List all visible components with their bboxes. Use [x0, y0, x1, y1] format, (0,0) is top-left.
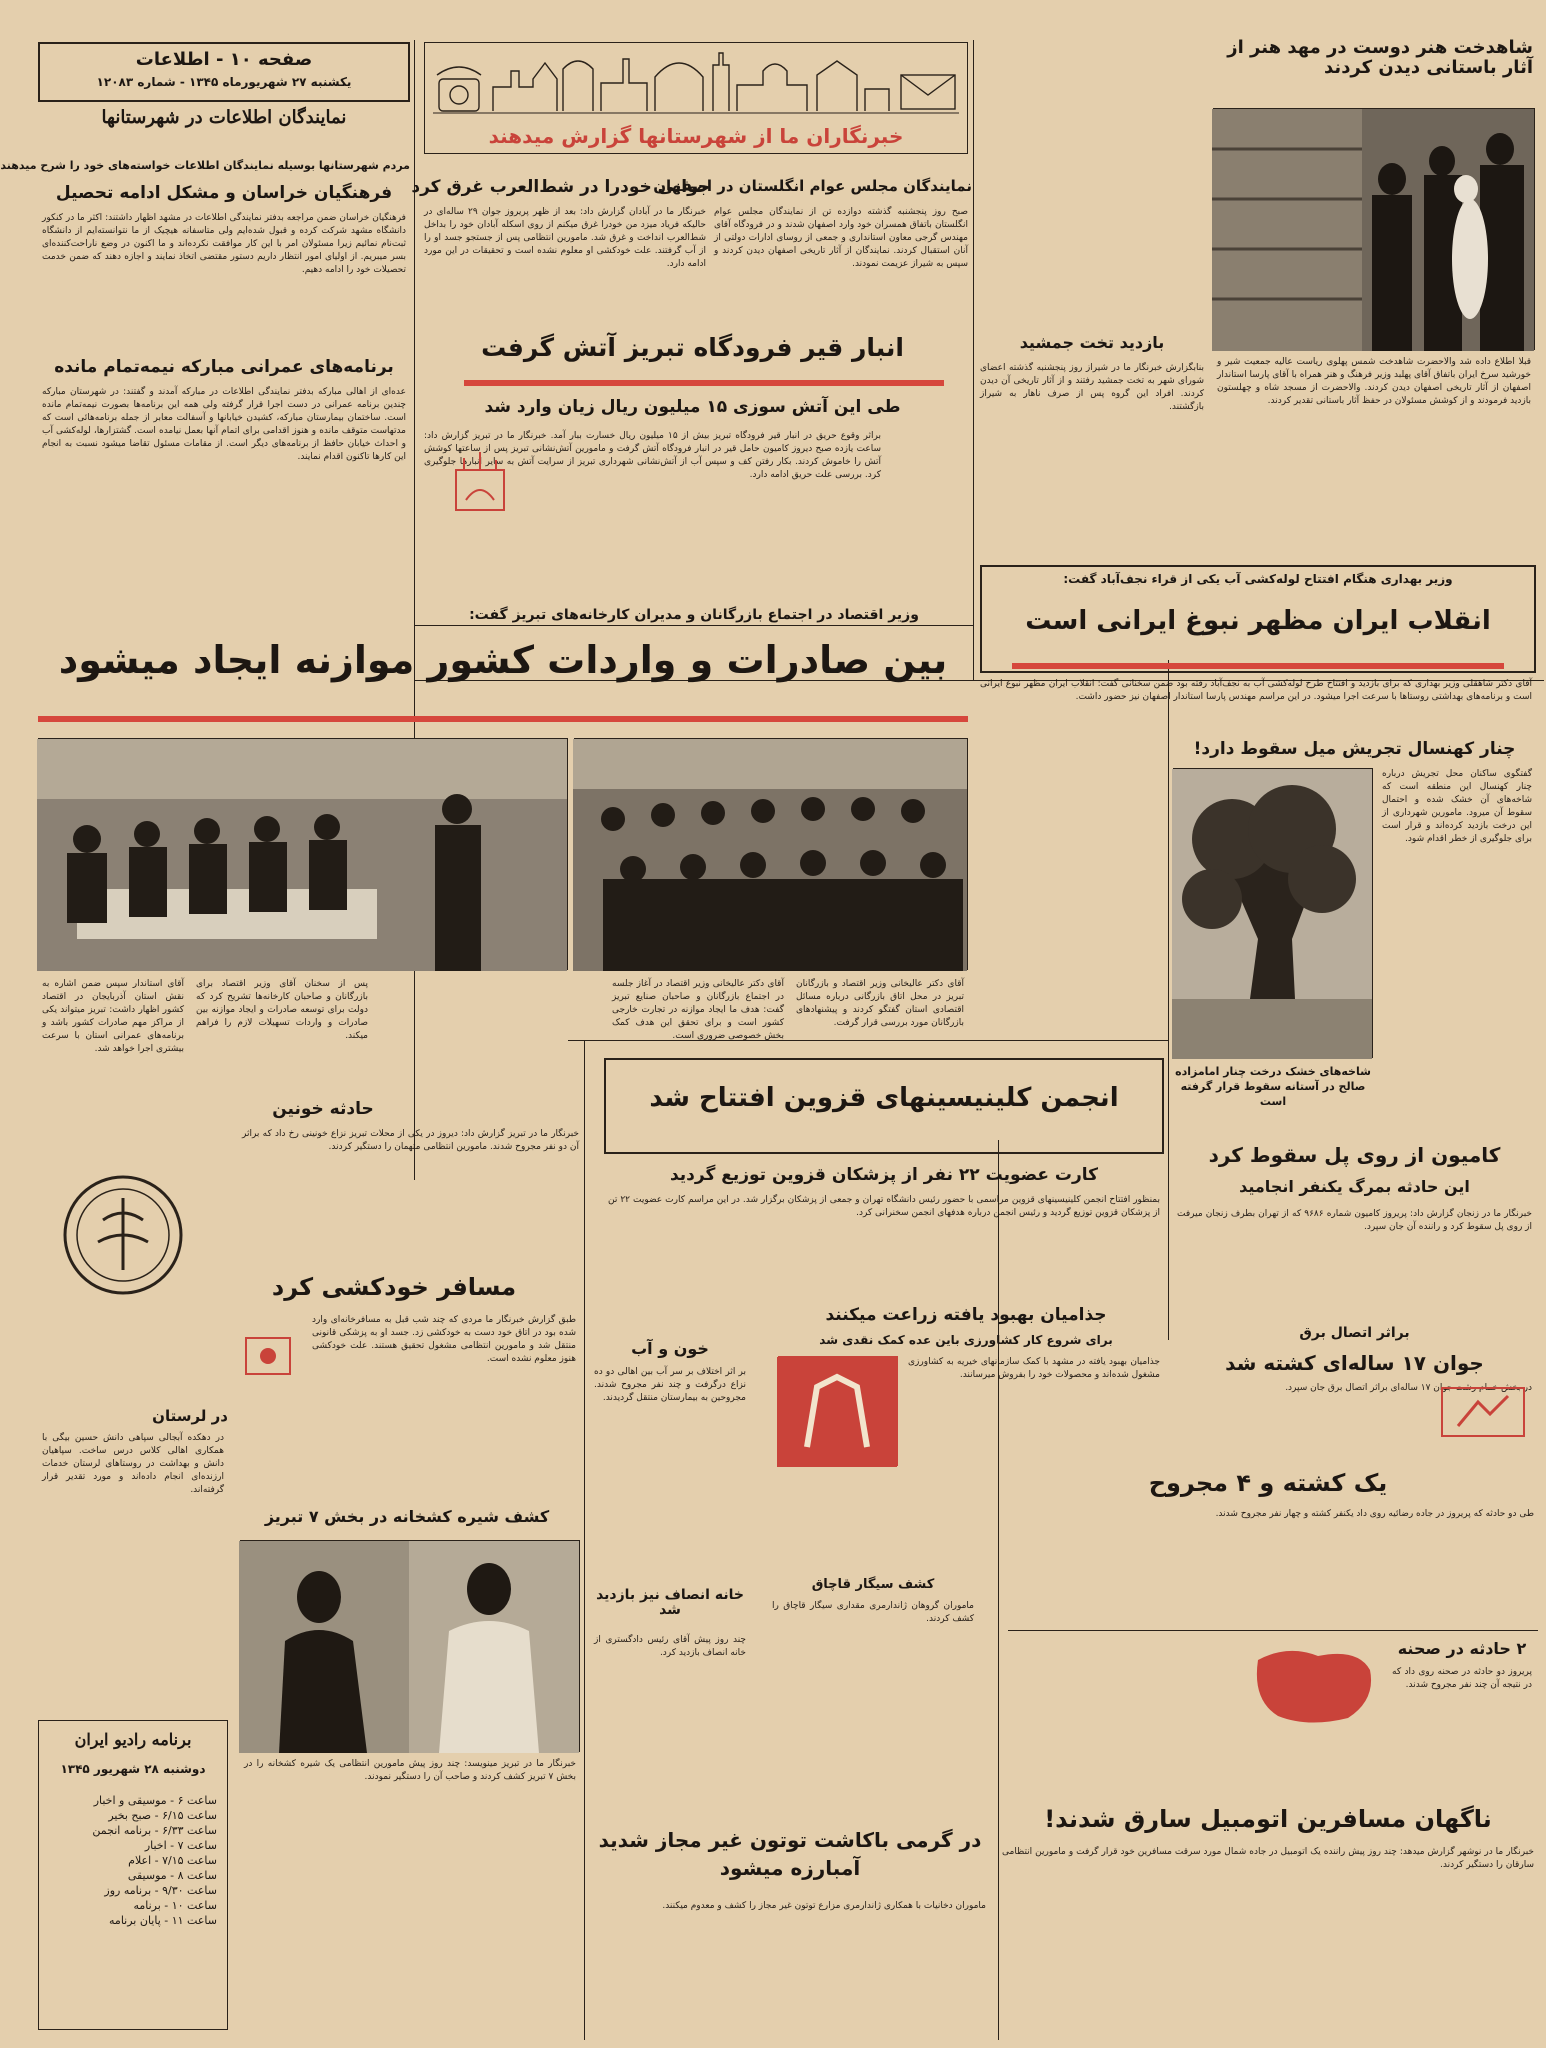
main-body-3: آقای دکتر عالیخانی وزیر اقتصاد در آغاز جلسه در اجتماع بازرگانان و صاحبان صنایع تبریز گفت: هدف ما ایجاد موازنه در تجارت خارجی کشور است و برای تحقق این هدف کمک بخش خصوصی ضروری است. [612, 979, 784, 1041]
electric-kicker: براثر اتصال برق [1299, 1325, 1410, 1341]
projects-title: برنامه‌های عمرانی مبارکه نیمه‌تمام مانده [54, 357, 394, 377]
khun-title: خون و آب [631, 1339, 709, 1358]
masthead-date: یکشنبه ۲۷ شهریورماه ۱۳۴۵ - شماره ۱۲۰۸۳ [96, 75, 352, 89]
radio-date: دوشنبه ۲۸ شهریور ۱۳۴۵ [60, 1762, 206, 1776]
main-body-4: آقای دکتر عالیخانی وزیر اقتصاد و بازرگانان تبریز در محل اتاق بازرگانی درباره مسائل اقتصادی استان گفتگو کردند و پیشنهادهای بازرگانان مورد بررسی قرار گرفت. [796, 979, 964, 1028]
main-red-bar [38, 716, 968, 722]
lepers-title: جذامیان بهبود یافته زراعت میکنند [825, 1305, 1107, 1325]
truck-body: خبرنگار ما در زنجان گزارش داد: پریروز کامیون شماره ۹۶۸۶ که از تهران بطرف زنجان میرفت از روی پل سقوط کرد و راننده آن جان سپرد. [1177, 1209, 1532, 1232]
audience-photo-image [573, 739, 967, 971]
suicide-body: طبق گزارش خبرنگار ما مردی که چند شب قبل به مسافرخانه‌ای وارد شده بود در اتاق خود دست به خودکشی زد. جسد او به پزشکی قانونی منتقل شد و مامورین انتظامی مشغول تحقیق هستند. علت خودکشی هنوز معلوم نشده است. [312, 1315, 576, 1364]
inspection-title: خانه انصاف نیز بازدید شد [596, 1587, 744, 1619]
fire-subtitle: طی این آتش سوزی ۱۵ میلیون ریال زیان وارد شد [484, 397, 901, 417]
health-box [980, 565, 1536, 673]
tree-photo [1173, 768, 1373, 1058]
ad-body: در دهکده آبجالی سپاهی دانش حسین بیگی با همکاری اهالی کلاس درس ساخت. سپاهیان دانش و بهداشت در روستاهای لرستان خدمات ارزنده‌ای انجام داده‌اند و مورد تقدیر قرار گرفته‌اند. [42, 1433, 224, 1495]
health-kicker: وزیر بهداری هنگام افتتاح لوله‌کشی آب یکی از قراء نجف‌آباد گفت: [1063, 572, 1453, 586]
emblem-icon [58, 1170, 188, 1300]
persepolis-title: بازدید تخت جمشید [1019, 333, 1165, 352]
tree-photo-image [1172, 769, 1372, 1059]
queen-title: شاهدخت هنر دوست در مهد هنر از آثار باستانی دیدن کردند [1227, 37, 1533, 78]
persepolis-body: بنابگزارش خبرنگار ما در شیراز روز پنجشنبه گذشته اعضای شورای شهر به تخت جمشید رفتند و از آثار تاریخی آن دیدن کردند. افراد این گروه پس از صرف ناهار به شیراز بازگشتند. [980, 363, 1204, 412]
blood-title: حادثه خونین [272, 1099, 374, 1119]
masthead-page: صفحه ۱۰ - اطلاعات [135, 49, 313, 70]
fire-body: براثر وقوع حریق در انبار قیر فرودگاه تبریز بیش از ۱۵ میلیون ریال خسارت ببار آمد. خبرنگار ما در تبریز گزارش داد: ساعت یازده صبح دیروز کامیون حامل قیر در انبار فرودگاه آتش گرفت و مامورین آتش‌نشانی تبریز پس از ساعتها کوشش آتش را خاموش کردند. بکار رفتن کف و سپس آب از آتش‌نشانی شهرداری تبریز از سرایت آتش به سایر انبارها جلوگیری کرد. بررسی علت حریق ادامه دارد. [424, 431, 881, 480]
electric-logo-icon [1438, 1382, 1528, 1442]
tree-body: گفتگوی ساکنان محل تجریش درباره چنار کهنسال این منطقه است که شاخه‌های آن خشک شده و احتمال سقوط آن میرود. مامورین شهرداری از این درخت بازدید کرده‌اند و قرار است برای جلوگیری از خطر اقدام شود. [1382, 769, 1532, 844]
main-photo-2 [574, 738, 968, 970]
main-photo-1 [38, 738, 568, 970]
radio-schedule-item: ساعت ۶ - موسیقی و اخبار [93, 1794, 217, 1807]
lepers-kicker: برای شروع کار کشاورزی باین عده کمک نقدی شد [819, 1333, 1113, 1347]
lepers-body: جذامیان بهبود یافته در مشهد با کمک سازمانهای خیریه به کشاورزی مشغول شده‌اند و محصولات خود را بفروش میرسانند. [908, 1357, 1160, 1380]
youth-title: جوانی خودرا در شط‌العرب غرق کرد [411, 177, 710, 197]
khorasan-intro: مردم شهرستانها بوسیله نمایندگان اطلاعات خواسته‌های خود را شرح میدهند [0, 159, 410, 172]
queen-body: قبلا اطلاع داده شد والاحضرت شاهدخت شمس پهلوی ریاست عالیه جمعیت شیر و خورشید سرخ ایران باتفاق آقای پهلبد وزیر فرهنگ و هنر همراه با آقای پارسا استاندار اصفهان از آثار تاریخی اصفهان دیدن کردند. والاحضرت از مسجد شاه و چهلستون بازدید فرمودند و از کوشش مسئولان در حفظ آثار باستانی تقدیر کردند. [1217, 357, 1531, 406]
radio-title: برنامه رادیو ایران [74, 1730, 192, 1749]
banner [424, 42, 968, 154]
scene-title: ۲ حادثه در صحنه [1397, 1639, 1527, 1658]
opium-body: خبرنگار ما در تبریز مینویسد: چند روز پیش مامورین انتظامی یک شیره کشخانه را در بخش ۷ تبریز کشف کردند و صاحب آن را دستگیر نمودند. [244, 1759, 576, 1782]
tree-caption: شاخه‌های خشک درخت چنار امامزاده صالح در آستانه سقوط قرار گرفته است [1175, 1065, 1371, 1108]
clinicians-box [604, 1058, 1164, 1154]
masthead-calligraphy: نمایندگان اطلاعات در شهرستانها [101, 107, 347, 128]
fire-red-bar [464, 380, 944, 386]
opium-photo [240, 1540, 580, 1752]
radio-schedule-item: ساعت ۱۰ - برنامه [133, 1899, 217, 1912]
suicide-logo-icon [238, 1324, 298, 1384]
health-red-bar [1012, 663, 1504, 669]
radio-schedule-item: ساعت ۷/۱۵ - اعلام [128, 1854, 217, 1867]
truck-subtitle: این حادثه بمرگ یکنفر انجامید [1239, 1177, 1470, 1196]
opium-title: کشف شیره کشخانه در بخش ۷ تبریز [264, 1507, 550, 1526]
meeting-photo-image [37, 739, 567, 971]
main-kicker: وزیر اقتصاد در اجتماع بازرگانان و مدیران کارخانه‌های تبریز گفت: [469, 607, 919, 623]
banner-title: خبرنگاران ما از شهرستانها گزارش میدهند [488, 124, 904, 148]
radio-schedule-item: ساعت ۶/۳۳ - برنامه انجمن [92, 1824, 217, 1837]
accident-body: طی دو حادثه که پریروز در جاده رضائیه روی داد یکنفر کشته و چهار نفر مجروح شدند. [1215, 1509, 1534, 1519]
opium-photo-image [239, 1541, 579, 1753]
suicide-title: مسافر خودکشی کرد [271, 1273, 517, 1301]
banner-illustration [433, 49, 959, 119]
main-body-2: پس از سخنان آقای وزیر اقتصاد برای بازرگانان و صاحبان کارخانه‌ها تشریح کرد که دولت برای توسعه صادرات و ایجاد موازنه بین صادرات و واردات تسهیلات لازم را فراهم میکند. [196, 979, 368, 1041]
inspection-body: چند روز پیش آقای رئیس دادگستری از خانه انصاف بازدید کرد. [594, 1635, 746, 1658]
radio-schedule-item: ساعت ۶/۱۵ - صبح بخیر [108, 1809, 217, 1822]
masthead-box [38, 42, 410, 102]
mps-title: نمایندگان مجلس عوام انگلستان در اصفهان [653, 177, 972, 195]
smuggle-body: ماموران گروهان ژاندارمری مقداری سیگار قاچاق را کشف کردند. [772, 1601, 974, 1624]
main-headline: بین صادرات و واردات کشور موازنه ایجاد میشود [58, 638, 948, 682]
fire-logo-icon [450, 450, 510, 520]
theft-body: خبرنگار ما در نوشهر گزارش میدهد: چند روز پیش راننده یک اتومبیل در جاده شمال مورد سرقت مسافرین خود قرار گرفت و مامورین انتظامی سارقان را دستگیر کردند. [1002, 1847, 1534, 1870]
clinicians-body: بمنظور افتتاح انجمن کلینیسینهای قزوین مراسمی با حضور رئیس دانشگاه تهران و جمعی از پزشکان برگزار شد. در این مراسم کارت عضویت ۲۲ تن از پزشکان قزوین توزیع گردید و رئیس انجمن درباره هدفهای انجمن سخنرانی کرد. [608, 1195, 1160, 1218]
radio-box [38, 1720, 228, 2030]
radio-schedule [92, 1793, 217, 1928]
youth-body: خبرنگار ما در آبادان گزارش داد: بعد از ظهر پریروز جوان ۲۹ ساله‌ای در حالیکه فریاد میزد من خودرا غرق میکنم از روی اسکله آبادان خود را بداخل شط‌العرب انداخت و غرق شد. مامورین انتظامی پس از جستجو جسد او را از آب گرفتند. علت خودکشی او معلوم نشده است و تحقیقات در این مورد ادامه دارد. [424, 207, 706, 269]
tree-title: چنار کهنسال تجریش میل سقوط دارد! [1193, 739, 1516, 759]
queen-photo [1213, 108, 1535, 350]
mps-body: صبح روز پنجشنبه گذشته دوازده تن از نمایندگان مجلس عوام انگلستان باتفاق همسران خود وارد اصفهان شدند و در فرودگاه آقای مهندس گرجی معاون استانداری و جمعی از روسای ادارات دولتی از آنان استقبال کردند. نمایندگان از آثار تاریخی اصفهان دیدن کردند و سپس به شیراز عزیمت نمودند. [714, 207, 968, 269]
fire-title: انبار قیر فرودگاه تبریز آتش گرفت [481, 333, 904, 362]
truck-title: کامیون از روی پل سقوط کرد [1208, 1143, 1501, 1167]
radio-schedule-item: ساعت ۹/۳۰ - برنامه روز [104, 1884, 217, 1897]
accident-title: یک کشته و ۴ مجروح [1148, 1469, 1388, 1497]
tobacco-title: در گرمی باکاشت توتون غیر مجاز شدید آمبارزه میشود [598, 1828, 982, 1880]
khun-body: بر اثر اختلاف بر سر آب بین اهالی دو ده نزاع درگرفت و چند نفر مجروح شدند. مجروحین به بیمارستان منتقل گردیدند. [594, 1367, 746, 1403]
health-headline: انقلاب ایران مظهر نبوغ ایرانی است [1025, 606, 1491, 636]
tobacco-body: ماموران دخانیات با همکاری ژاندارمری مزارع توتون غیر مجاز را کشف و معدوم میکنند. [662, 1901, 986, 1911]
ad-title: در لرستان [152, 1407, 228, 1425]
electric-title: جوان ۱۷ ساله‌ای کشته شد [1225, 1351, 1484, 1375]
scene-logo-icon [1248, 1640, 1378, 1730]
lepers-illustration-image [777, 1357, 897, 1467]
radio-schedule-item: ساعت ۸ - موسیقی [127, 1869, 217, 1882]
blood-body: خبرنگار ما در تبریز گزارش داد: دیروز در یکی از محلات تبریز نزاع خونینی رخ داد که براثر آن دو نفر مجروح شدند. مامورین انتظامی متهمان را دستگیر کردند. [242, 1129, 579, 1152]
clinicians-headline: انجمن کلینیسینهای قزوین افتتاح شد [649, 1083, 1119, 1113]
clinicians-subhead: کارت عضویت ۲۲ نفر از پزشکان قزوین توزیع گردید [669, 1165, 1099, 1185]
lepers-illustration [778, 1356, 898, 1466]
scene-body: پریروز دو حادثه در صحنه روی داد که در نتیجه آن چند نفر مجروح شدند. [1392, 1667, 1532, 1690]
theft-title: ناگهان مسافرین اتومبیل سارق شدند! [1044, 1805, 1492, 1833]
health-body: آقای دکتر شاهقلی وزیر بهداری که برای بازدید و افتتاح طرح لوله‌کشی آب به نجف‌آباد رفته بود ضمن سخنانی گفت: انقلاب ایران مظهر نبوغ ایرانی است و برنامه‌های بهداشتی روستاها با سرعت اجرا میشود. در این مراسم مهندس پارسا استاندار اصفهان نیز حضور داشت. [980, 679, 1532, 702]
radio-schedule-item: ساعت ۱۱ - پایان برنامه [109, 1914, 217, 1927]
smuggle-title: کشف سیگار قاچاق [811, 1577, 935, 1592]
projects-body: عده‌ای از اهالی مبارکه بدفتر نمایندگی اطلاعات در مبارکه آمدند و گفتند: در شهرستان مبارکه چندین برنامه عمرانی در دست اجرا قرار گرفته ولی همه این برنامه‌ها بصورت نیمه‌تمام مانده است. ساختمان بیمارستان مبارکه، کشیدن خیابانها و آسفالت معابر از جمله برنامه‌هائی است که مدتهاست متوقف مانده و هنوز اقدامی برای اتمام آنها بعمل نیامده است. گشتزارها، لوله‌کشی آب و احداث خیابان حافظ از برنامه‌های دیگر است. از مقامات مسئول تقاضا میشود نسبت به انجام این کارها تاکنون اقدام نمایند. [42, 387, 406, 462]
khorasan-title: فرهنگیان خراسان و مشکل ادامه تحصیل [55, 183, 393, 203]
khorasan-body: فرهنگیان خراسان ضمن مراجعه بدفتر نمایندگی اطلاعات در مشهد اظهار داشتند: اکثر ما در کنکور دانشگاه مشهد شرکت کرده و قبول شده‌ایم ولی متاسفانه هیچیک از ما نتوانسته‌ایم از دانشگاه ثبت‌نام نمائیم زیرا مسئولان امر با این کار موافقت نکرده‌اند و ما اکنون در وضع ناراحت‌کننده‌ای بسر میبریم. از اولیای امور انتظار داریم دستور مقتضی اتخاذ نمایند و اجازه دهند که ضمن خدمت تحصیلات خود را ادامه دهیم. [42, 213, 406, 275]
radio-schedule-item: ساعت ۷ - اخبار [144, 1839, 217, 1852]
electric-body: در بخش خمام رشت جوان ۱۷ ساله‌ای براثر اتصال برق جان سپرد. [1285, 1383, 1532, 1393]
main-body-1: آقای استاندار سپس ضمن اشاره به نقش استان آذربایجان در اقتصاد کشور اظهار داشت: تبریز میتواند یکی از مراکز مهم صادرات کشور باشد و برنامه‌های عمرانی استان با سرعت بیشتری اجرا خواهد شد. [42, 979, 184, 1054]
queen-photo-image [1212, 109, 1534, 351]
